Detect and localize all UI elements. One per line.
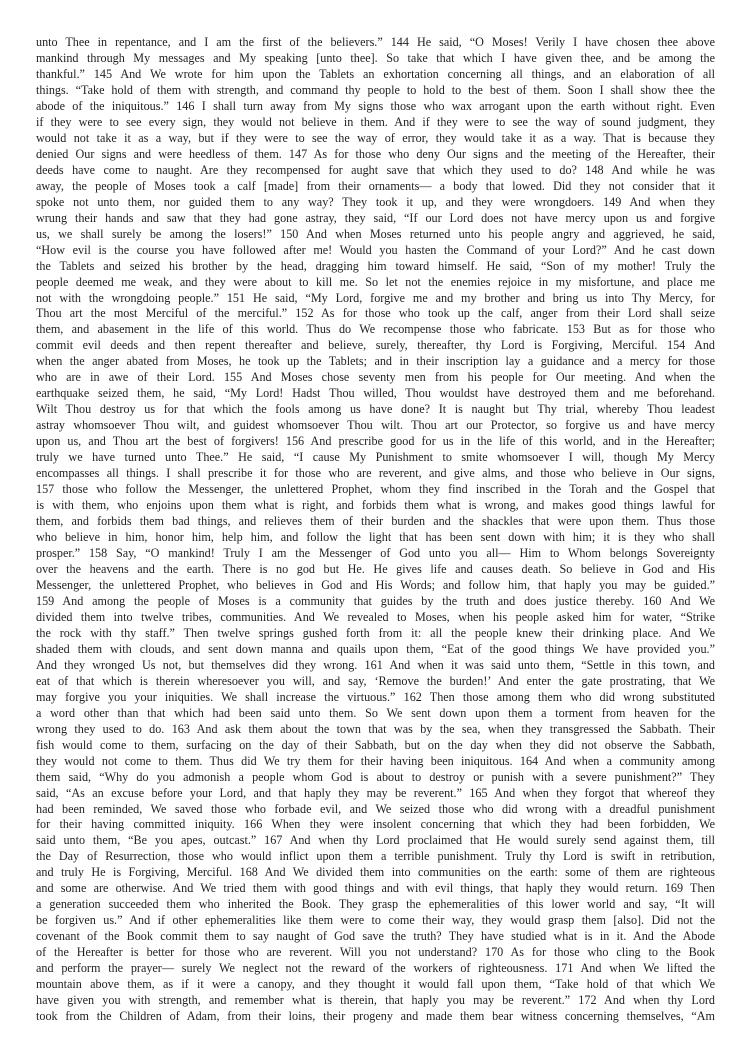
text-line: be forgiven us.” And if other ephemeralities like them were to come their way, they would grasp them [also]. Did not the [36,913,715,928]
text-line: Wilt Thou destroy us for that which the fools among us have done? It is naught but Thy trial, whereby Thou leadest [36,402,715,417]
text-line: would not take it as a way, but if they were to see the way of error, they would take it as a way. That is because they [36,130,715,145]
text-line: Messenger, the unlettered Prophet, who believes in God and His Words; and follow him, that haply you may be guided.” [36,577,715,592]
text-line: when the anger abated from Moses, he took up the Tablets; and in their inscription lay a guidance and a mercy for those [36,354,715,369]
text-line: and truly He is Forgiving, Merciful. 168 And We divided them into communities on the earth: some of them are righteous [36,865,715,880]
text-line: had been reminded, We saved those who forbade evil, and We seized those who did wrong with a dreadful punishment [36,801,715,816]
text-line: and perform the prayer— surely We neglect not the reward of the workers of righteousness. 171 And when We lifted the [36,961,715,976]
text-line: who believe in him, honor him, help him, and follow the light that has been sent down with him; it is they who shall [36,530,715,545]
text-line: not with the wrongdoing people.” 151 He said, “My Lord, forgive me and my brother and bring us into Thy Mercy, for [36,290,715,305]
text-line: is with them, who enjoins upon them what is right, and forbids them what is wrong, and makes good things lawful for [36,498,715,513]
text-line: “How evil is the course you have followed after me! Would you hasten the Command of your Lord?” And he cast down [36,242,715,257]
text-line: them, and abasement in the life of this world. Thus do We recompense those who fabricate. 153 But as for those who [36,322,715,337]
text-line: fish would come to them, surfacing on the day of their Sabbath, but on the day when they did not observe the Sabbath, [36,737,715,752]
text-line: mankind through My messages and My speaking [unto thee]. So take that which I have given thee, and be among the [36,50,715,65]
text-line: abode of the iniquitous.” 146 I shall turn away from My signs those who wax arrogant upon the earth without right. Even [36,98,715,113]
text-line: And they wronged Us not, but themselves did they wrong. 161 And when it was said unto them, “Settle in this town, and [36,657,715,672]
text-line: denied Our signs and were heedless of them. 147 As for those who deny Our signs and the meeting of the Hereafter, their [36,146,715,161]
text-line: they would not come to them. Thus did We try them for their having been iniquitous. 164 And when a community among [36,753,715,768]
text-line: if they were to see every sign, they would not believe in them. And if they were to see the way of sound judgment, they [36,114,715,129]
text-line: thankful.” 145 And We wrote for him upon the Tablets an exhortation concerning all things, and an elaboration of all [36,66,715,81]
text-line: wrong they used to do. 163 And ask them about the town that was by the sea, when they transgressed the Sabbath. Their [36,721,715,736]
text-line: said unto them, “Be you apes, outcast.” 167 And when thy Lord proclaimed that He would surely send against them, till [36,833,715,848]
text-line: for their having committed iniquity. 166 When they were insolent concerning that which they had been forbidden, We [36,817,715,832]
text-line: encompasses all things. I shall prescribe it for those who are reverent, and give alms, and those who believe in Our signs, [36,466,715,481]
text-line: a word other than that which had been said unto them. So We sent down upon them a torment from heaven for the [36,705,715,720]
text-line: astray whomsoever Thou wilt, and guidest whomsoever Thou wilt. Thou art our Protector, so forgive us and have mercy [36,418,715,433]
text-line: people deemed me weak, and they were about to kill me. So let not the enemies rejoice in my misfortune, and place me [36,274,715,289]
text-line: truly we have turned unto Thee.” He said, “I cause My Punishment to smite whomsoever I will, though My Mercy [36,450,715,465]
text-line: 157 those who follow the Messenger, the unlettered Prophet, whom they find inscribed in the Torah and the Gospel that [36,482,715,497]
text-line: covenant of the Book commit them to say naught of God save the truth? They have studied what is in it. And the Abode [36,929,715,944]
text-line: may forgive you your iniquities. We shall increase the virtuous.” 162 Then those among them who did wrong substituted [36,689,715,704]
text-line: us, we shall surely be among the losers!” 150 And when Moses returned unto his people angry and aggrieved, he said, [36,226,715,241]
text-line: things. “Take hold of them with strength, and command thy people to hold to the best of them. Soon I shall show thee the [36,82,715,97]
text-line: them, and forbids them bad things, and relieves them of their burden and the shackles that were upon them. Thus those [36,514,715,529]
text-line: away, the people of Moses took a calf [made] from their ornaments— a body that lowed. Did they not consider that it [36,178,715,193]
text-line: divided them into twelve tribes, communities. And We revealed to Moses, when his people asked him for water, “Strike [36,609,715,624]
text-line: commit evil deeds and then repent thereafter and believe, surely, thereafter, thy Lord is Forgiving, Merciful. 154 And [36,338,715,353]
text-line: said, “As an excuse before your Lord, and that haply they may be reverent.” 165 And when they forgot that whereof they [36,785,715,800]
text-line: who are in awe of their Lord. 155 And Moses chose seventy men from his people for Our meeting. And when the [36,370,715,385]
text-line: eat of that which is therein wheresoever you will, and say, ‘Remove the burden!’ And enter the gate prostrating, that We [36,673,715,688]
text-line: over the heavens and the earth. There is no god but He. He gives life and causes death. So believe in God and His [36,561,715,576]
text-line: wrung their hands and saw that they had gone astray, they said, “If our Lord does not have mercy upon us and forgive [36,210,715,225]
text-line: of the Hereafter is better for those who are reverent. Will you not understand? 170 As for those who cling to the Book [36,945,715,960]
text-line: took from the Children of Adam, from their loins, their progeny and made them bear witness concerning themselves, “Am [36,1009,715,1024]
text-line: unto Thee in repentance, and I am the first of the believers.” 144 He said, “O Moses! Verily I have chosen thee above [36,35,715,49]
text-line: shaded them with clouds, and sent down manna and quails upon them, “Eat of the good things We have provided you.” [36,641,715,656]
text-line: a generation succeeded them who inherited the Book. They grasp the ephemeralities of this lower world and say, “It will [36,897,715,912]
text-line: them said, “Why do you admonish a people whom God is about to destroy or punish with a severe punishment?” They [36,769,715,784]
text-line: prosper.” 158 Say, “O mankind! Truly I am the Messenger of God unto you all— Him to Whom belongs Sovereignty [36,546,715,560]
body-text [36,35,715,1025]
text-line: the rock with thy staff.” Then twelve springs gushed forth from it: all the people knew their drinking place. And We [36,625,715,640]
text-line: upon us, and Thou art the best of forgivers! 156 And prescribe good for us in the life of this world, and in the Hereafter; [36,434,715,449]
text-line: earthquake seized them, he said, “My Lord! Hadst Thou willed, Thou wouldst have destroyed them and me beforehand. [36,386,715,401]
text-line: mountain above them, as if it were a canopy, and they thought it would fall upon them, “Take hold of that which We [36,977,715,992]
text-line: and some are otherwise. And We tried them with good things and with evil things, that haply they would return. 169 Then [36,881,715,896]
text-line: 159 And among the people of Moses is a community that guides by the truth and does justice thereby. 160 And We [36,593,715,608]
text-line: deeds have come to naught. Are they recompensed for aught save that which they used to do? 148 And while he was [36,162,715,177]
text-line: have given you with strength, and remember what is therein, that haply you may be reverent.” 172 And when thy Lord [36,993,715,1008]
text-line: spoke not unto them, nor guided them to any way? They took it up, and they were wrongdoers. 149 And when they [36,194,715,209]
text-line: the Tablets and seized his brother by the head, dragging him toward himself. He said, “Son of my mother! Truly the [36,258,715,273]
text-line: Thou art the most Merciful of the merciful.” 152 As for those who took up the calf, anger from their Lord shall seize [36,306,715,321]
text-line: the Day of Resurrection, those who would inflict upon them a terrible punishment. Truly thy Lord is swift in retribution, [36,849,715,864]
